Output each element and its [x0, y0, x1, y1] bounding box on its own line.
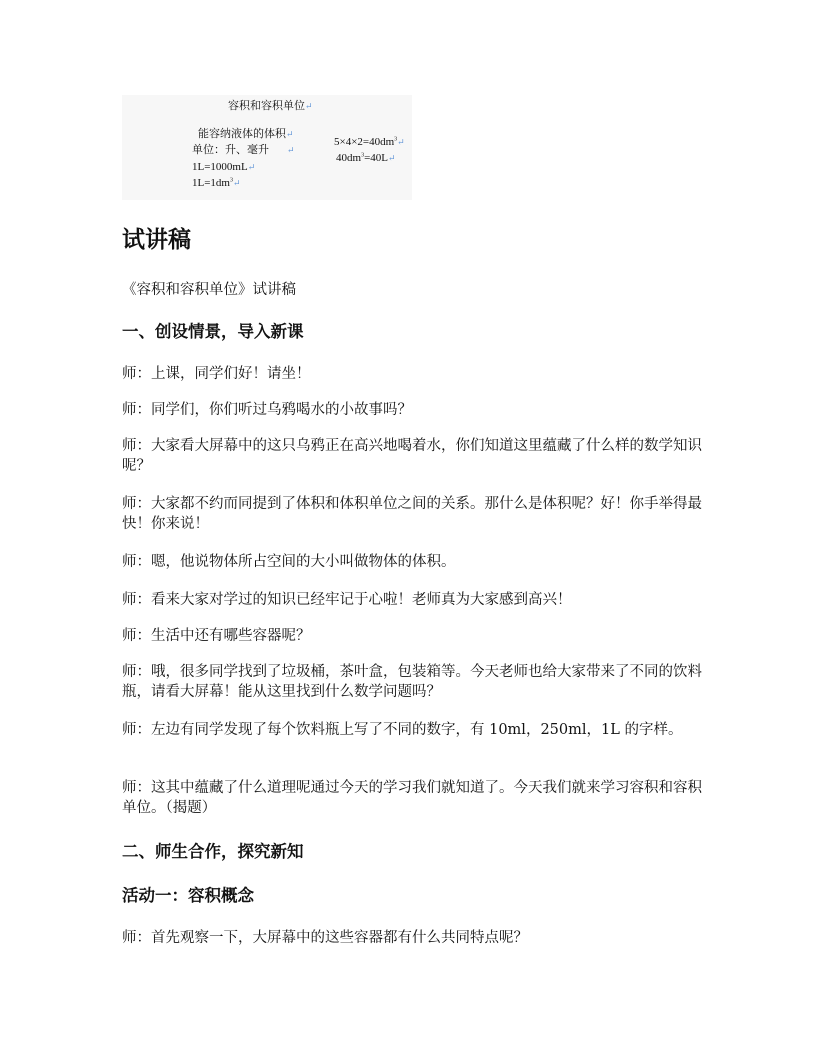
paragraph: 师：哦，很多同学找到了垃圾桶，茶叶盒，包装箱等。今天老师也给大家带来了不同的饮料瓶，请看大屏幕！能从这里找到什么数学问题吗？ [122, 664, 702, 700]
paragraph: 师：同学们，你们听过乌鸦喝水的小故事吗？ [122, 402, 412, 418]
paragraph: 师：左边有同学发现了每个饮料瓶上写了不同的数字，有 10ml，250ml，1L 的字样。 [122, 722, 683, 738]
paragraph: 师：这其中蕴藏了什么道理呢通过今天的学习我们就知道了。今天我们就来学习容积和容积单位。（揭题） [122, 780, 702, 816]
paragraph: 师：大家都不约而同提到了体积和体积单位之间的关系。那什么是体积呢？好！你手举得最快！你来说！ [122, 496, 702, 532]
document-subtitle: 《容积和容积单位》试讲稿 [122, 282, 296, 298]
paragraph: 师：生活中还有哪些容器呢？ [122, 628, 311, 644]
paragraph: 师：大家看大屏幕中的这只乌鸦正在高兴地喝着水，你们知道这里蕴藏了什么样的数学知识呢？ [122, 438, 702, 474]
activity-heading: 活动一：容积概念 [122, 886, 254, 905]
board-conversion-dm: $1L=1dm^3↵$ [192, 177, 241, 189]
paragraph: 师：嗯，他说物体所占空间的大小叫做物体的体积。 [122, 554, 456, 570]
board-volume-to-l: $40dm^3=40L↵$ [336, 152, 396, 164]
document-title: 试讲稿 [122, 227, 191, 253]
board-volume-calc: $5\times 4\times 2=40dm^3↵$ [334, 136, 405, 148]
section-heading-1: 一、创设情景，导入新课 [122, 322, 304, 341]
section-heading-2: 二、师生合作，探究新知 [122, 842, 304, 861]
board-units: 单位：升、毫升 ↵ [192, 144, 295, 156]
board-definition: 能容纳液体的体积↵ [198, 128, 294, 140]
paragraph: 师：看来大家对学过的知识已经牢记于心啦！老师真为大家感到高兴！ [122, 592, 572, 608]
paragraph: 师：首先观察一下，大屏幕中的这些容器都有什么共同特点呢？ [122, 930, 528, 946]
board-conversion-ml: 1L=1000mL↵ [192, 161, 256, 173]
board-title: 容积和容积单位↵ [228, 100, 313, 112]
paragraph: 师：上课，同学们好！请坐！ [122, 366, 311, 382]
board-image [122, 95, 412, 200]
